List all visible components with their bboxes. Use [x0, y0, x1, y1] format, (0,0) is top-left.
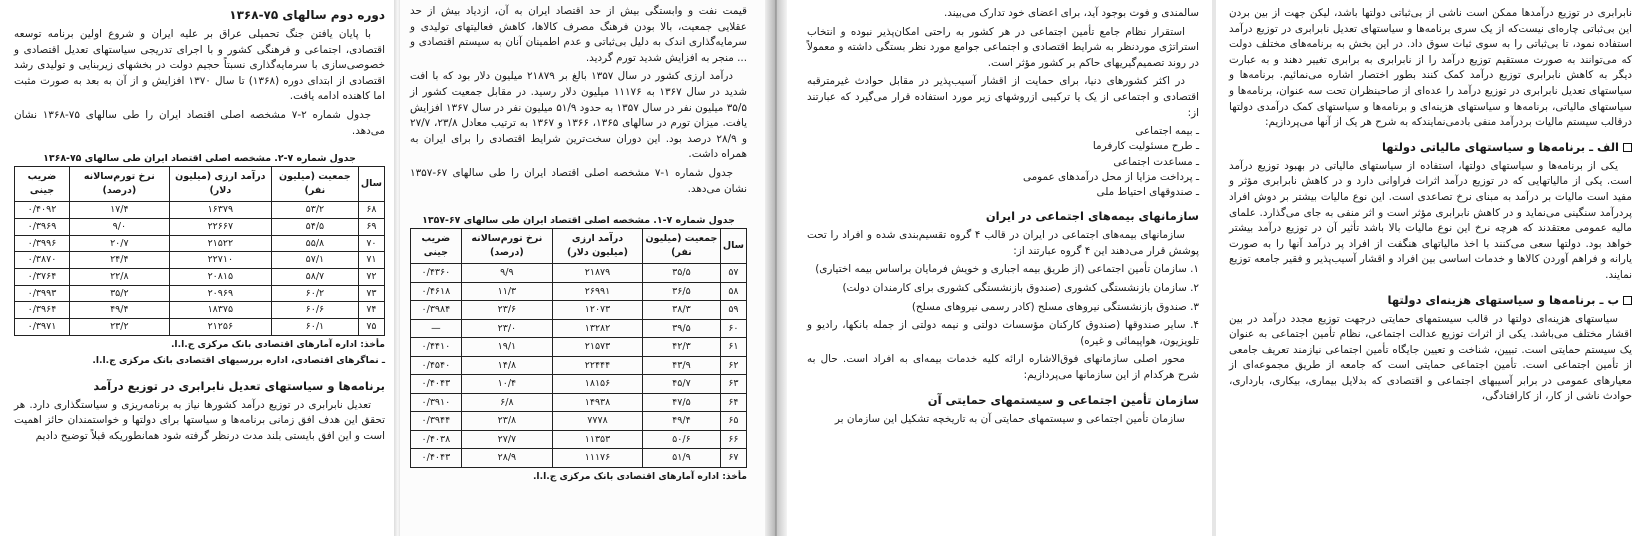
table-row — [15, 285, 385, 302]
cell-inflation: ۱۴/۸ — [461, 356, 552, 375]
table-row — [411, 338, 747, 357]
cell-fx-income: ۲۰۹۶۹ — [169, 285, 271, 302]
cell-gini: ۰/۳۹۶۹ — [15, 218, 70, 235]
paragraph: سازمانهای بیمه‌های اجتماعی در ایران در قالب ۴ گروه تقسیم‌بندی شده و افراد را تحت پوشش قرار می‌دهند این ۴ گروه عبارتند از: — [807, 229, 1199, 257]
cell-fx-income: ۱۱۳۵۳ — [552, 430, 642, 449]
list-item: ۳. صندوق بازنشستگی نیروهای مسلح (کادر رسمی نیروهای مسلح) — [911, 300, 1199, 313]
cell-population: ۴۷/۵ — [643, 393, 721, 412]
cell-fx-income: ۱۳۲۸۲ — [552, 319, 642, 338]
square-bullet-icon — [1623, 143, 1632, 152]
cell-gini: ۰/۴۰۴۳ — [411, 449, 462, 468]
paragraph: جدول شماره ۲-۷ مشخصه اصلی اقتصاد ایران را طی سالهای ۷۵-۱۳۶۸ نشان می‌دهد. — [14, 108, 385, 137]
list-item: ۴. سایر صندوقها (صندوق کارکنان مؤسسات دولتی و نیمه دولتی از جمله بانکها، رادیو و تلویزیون، هواپیمائی و غیره) — [807, 319, 1199, 347]
cell-year: ۵۸ — [720, 282, 746, 301]
cell-inflation: ۱۷/۴ — [69, 202, 169, 219]
section-heading-text: الف ـ برنامه‌ها و سیاستهای مالیاتی دولتها — [1381, 139, 1619, 154]
table-row — [15, 302, 385, 319]
cell-year: ۷۵ — [358, 319, 384, 336]
cell-year: ۶۴ — [720, 393, 746, 412]
cell-fx-income: ۱۶۳۷۹ — [169, 202, 271, 219]
cell-population: ۵۷/۱ — [271, 252, 358, 269]
cell-year: ۷۱ — [358, 252, 384, 269]
cell-inflation: ۲۷/۷ — [461, 430, 552, 449]
cell-population: ۵۱/۹ — [643, 449, 721, 468]
col-inflation: نرخ تورم‌سالانه (درصد) — [69, 167, 169, 202]
cell-fx-income: ۱۸۱۵۶ — [552, 375, 642, 394]
table-row — [411, 356, 747, 375]
cell-gini: ۰/۳۹۶۴ — [15, 302, 70, 319]
table-row — [411, 430, 747, 449]
table-row — [15, 319, 385, 336]
square-bullet-icon — [1623, 296, 1632, 305]
col-gini: ضریب جینی — [15, 167, 70, 202]
cell-inflation: ۲۳/۶ — [461, 301, 552, 320]
list-item: ۱. سازمان تأمین اجتماعی (از طریق بیمه اجباری و خویش فرمایان براساس بیمه اختیاری) — [815, 263, 1199, 276]
cell-gini: ۰/۳۹۷۱ — [15, 319, 70, 336]
paragraph: استقرار نظام جامع تأمین اجتماعی در هر کشور به راحتی امکان‌پذیر نبوده و انتخاب استراتژی موردنظر به شرایط اقتصادی و اجتماعی جوامع مورد نظر بستگی داشته و معمولاً در روند تصمیم‌گیریهای حاکم بر کشور مؤثر است. — [807, 25, 1199, 69]
cell-year: ۷۰ — [358, 235, 384, 252]
col-inflation: نرخ تورم‌سالانه (درصد) — [461, 229, 552, 264]
table-row — [411, 319, 747, 338]
cell-population: ۵۰/۶ — [643, 430, 721, 449]
paragraph: یکی از برنامه‌ها و سیاستهای دولتها، استفاده از سیاستهای مالیاتی در بهبود توزیع درآمد است. یکی از مالیاتهایی که در توزیع درآمد اثرات فراوانی دارد و در کاهش نابرابری مؤثر و مفید است مالیات بر درآمد به مبنای نرخ تصاعدی است. این نوع مالیات بیشتر بر دوش افراد پردرآمد سنگینی می‌نماید و در کاهش نابرابری مؤثر است و اثر منفی به جای می‌گذارد. علمای مالیه عمومی معتقدند که هرچه نرخ این نوع مالیات بالا باشد تأثیر آن در توزیع درآمد بیشتر خواهد بود. دولتها سعی می‌کنند با اخذ مالیاتهای هنگفت از افراد پر درآمد آنها را به صورت یارانه و فراهم آوردن کالاها و خدمات اساسی بین افراد و اقشار آسیب‌پذیر و فقیر جامعه توزیع نمایند. — [1229, 159, 1632, 281]
section-heading-b — [1229, 292, 1632, 309]
table-source: مأخذ: اداره آمارهای اقتصادی بانک مرکزی ج.ا.ا. — [170, 338, 385, 350]
cell-gini: — — [411, 319, 462, 338]
page-1 — [0, 0, 395, 536]
cell-fx-income: ۲۱۸۷۹ — [552, 264, 642, 283]
cell-fx-income: ۲۱۵۲۲ — [169, 235, 271, 252]
table-row — [411, 393, 747, 412]
table-header-row — [15, 167, 385, 202]
table-source-2: ـ نماگرهای اقتصادی، اداره بررسیهای اقتصادی بانک مرکزی ج.ا.ا. — [92, 354, 385, 366]
cell-inflation: ۱۱/۳ — [461, 282, 552, 301]
cell-gini: ۰/۴۳۶۰ — [411, 264, 462, 283]
cell-inflation: ۲۸/۹ — [461, 449, 552, 468]
table-header-row — [411, 229, 747, 264]
cell-inflation: ۲۳/۰ — [461, 319, 552, 338]
section-heading-a — [1229, 139, 1632, 156]
col-gini: ضریب جینی — [411, 229, 462, 264]
section-heading: دوره دوم سالهای ۷۵-۱۳۶۸ — [229, 8, 385, 22]
cell-gini: ۰/۴۶۱۸ — [411, 282, 462, 301]
cell-inflation: ۴۹/۴ — [69, 302, 169, 319]
cell-inflation: ۶/۸ — [461, 393, 552, 412]
paragraph: سالمندی و فوت بوجود آید، برای اعضای خود تدارک می‌بیند. — [943, 7, 1199, 19]
cell-population: ۳۵/۵ — [643, 264, 721, 283]
cell-gini: ۰/۴۴۱۰ — [411, 338, 462, 357]
cell-fx-income: ۱۱۱۷۶ — [552, 449, 642, 468]
col-fx-income: درآمد ارزی (میلیون دلار) — [552, 229, 642, 264]
cell-population: ۵۳/۲ — [271, 202, 358, 219]
cell-year: ۶۱ — [720, 338, 746, 357]
table-row — [411, 264, 747, 283]
section-heading: سازمان تأمین اجتماعی و سیستمهای حمایتی آن — [927, 392, 1199, 407]
cell-year: ۶۲ — [720, 356, 746, 375]
cell-population: ۳۶/۵ — [643, 282, 721, 301]
paragraph: با پایان یافتن جنگ تحمیلی عراق بر علیه ایران و شروع اولین برنامه توسعه اقتصادی، اجتماعی و فرهنگی کشور و با اجرای تدریجی سیاستهای تعدیل اقتصادی و خصوصی‌سازی با سرمایه‌گذاری نسبتاً حجیم دولت در بخشهای زیربنایی و تولیدی رشد اقتصادی از ابتدای دوره (۱۳۶۸) تا سال ۱۳۷۰ افزایش و از آن به بعد به صورت مثبت اما کاهنده ادامه یافت. — [14, 28, 386, 103]
cell-year: ۵۹ — [720, 301, 746, 320]
paragraph: محور اصلی سازمانهای فوق‌الاشاره ارائه کلیه خدمات بیمه‌ای به افراد است. حال به شرح هرکدام از این سازمانها می‌پردازیم: — [807, 353, 1199, 381]
cell-fx-income: ۲۱۵۷۳ — [552, 338, 642, 357]
cell-year: ۵۷ — [720, 264, 746, 283]
cell-year: ۶۷ — [720, 449, 746, 468]
cell-inflation: ۱۹/۱ — [461, 338, 552, 357]
table-1357-67 — [410, 228, 747, 468]
cell-population: ۴۹/۴ — [643, 412, 721, 431]
cell-year: ۶۶ — [720, 430, 746, 449]
cell-fx-income: ۱۲۰۷۳ — [552, 301, 642, 320]
cell-inflation: ۲۰/۷ — [69, 235, 169, 252]
cell-population: ۶۰/۶ — [271, 302, 358, 319]
list-item: ـ مساعدت اجتماعی — [1113, 155, 1199, 168]
col-population: جمعیت (میلیون نفر) — [643, 229, 721, 264]
cell-gini: ۰/۳۹۴۴ — [411, 412, 462, 431]
table-row — [15, 218, 385, 235]
cell-population: ۵۸/۷ — [271, 268, 358, 285]
cell-inflation: ۲۲/۸ — [69, 268, 169, 285]
table-caption: جدول شماره ۷-۲. مشخصه اصلی اقتصاد ایران طی سالهای ۷۵-۱۳۶۸ — [43, 153, 356, 165]
cell-year: ۶۳ — [720, 375, 746, 394]
cell-inflation: ۲۳/۲ — [69, 319, 169, 336]
paragraph: قیمت نفت و وابستگی بیش از حد اقتصاد ایران به آن، ازدیاد بیش از حد عقلایی جمعیت، بالا بودن فرهنگ مصرف کالاها، کاهش فعالیتهای تولیدی و سرمایه‌گذاری اندک به دلیل بی‌ثباتی و عدم اطمینان آنان به سیستم اقتصادی و ... منجر به افزایش شدید تورم گردید. — [410, 5, 747, 64]
cell-population: ۴۵/۷ — [643, 375, 721, 394]
book-spine — [765, 0, 787, 536]
table-row — [411, 301, 747, 320]
cell-population: ۳۸/۳ — [643, 301, 721, 320]
cell-gini: ۰/۴۰۳۸ — [411, 430, 462, 449]
list-item: ۲. سازمان بازنشستگی کشوری (صندوق بازنشستگی کشوری برای کارمندان دولت) — [842, 281, 1199, 294]
table-row — [15, 235, 385, 252]
paragraph: در اکثر کشورهای دنیا، برای حمایت از اقشار آسیب‌پذیر در مقابل حوادث غیرمترقبه اقتصادی و اجتماعی از یک یا ترکیبی ازروشهای زیر مورد استفاده قرار می‌گیرد که عبارتند از: — [807, 75, 1199, 119]
cell-fx-income: ۲۲۴۴۴ — [552, 356, 642, 375]
cell-year: ۷۳ — [358, 285, 384, 302]
cell-population: ۶۰/۲ — [271, 285, 358, 302]
cell-fx-income: ۱۸۳۷۵ — [169, 302, 271, 319]
cell-fx-income: ۲۰۸۱۵ — [169, 268, 271, 285]
col-year: سال — [358, 167, 384, 202]
list-item: ـ صندوقهای احتیاط ملی — [1096, 185, 1199, 198]
cell-year: ۶۸ — [358, 202, 384, 219]
cell-inflation: ۹/۹ — [461, 264, 552, 283]
table-row — [411, 282, 747, 301]
table-row — [15, 202, 385, 219]
table-caption: جدول شماره ۷-۱. مشخصه اصلی اقتصاد ایران طی سالهای ۶۷-۱۳۵۷ — [422, 215, 735, 227]
cell-fx-income: ۷۷۷۸ — [552, 412, 642, 431]
cell-year: ۶۰ — [720, 319, 746, 338]
cell-population: ۴۳/۹ — [643, 356, 721, 375]
cell-inflation: ۲۴/۴ — [69, 252, 169, 269]
cell-inflation: ۱۰/۴ — [461, 375, 552, 394]
col-population: جمعیت (میلیون نفر) — [271, 167, 358, 202]
cell-fx-income: ۲۱۲۵۶ — [169, 319, 271, 336]
section-heading: برنامه‌ها و سیاستهای تعدیل نابرابری در توزیع درآمد — [93, 378, 385, 393]
table-row — [411, 375, 747, 394]
table-1368-75 — [14, 166, 385, 336]
cell-gini: ۰/۳۸۷۰ — [15, 252, 70, 269]
list-item: ـ طرح مسئولیت کارفرما — [1092, 140, 1199, 153]
cell-population: ۳۹/۵ — [643, 319, 721, 338]
table-row — [411, 412, 747, 431]
page-2 — [400, 0, 765, 536]
cell-population: ۶۰/۱ — [271, 319, 358, 336]
cell-gini: ۰/۳۹۸۴ — [411, 301, 462, 320]
col-year: سال — [720, 229, 746, 264]
table-row — [15, 268, 385, 285]
cell-gini: ۰/۴۰۹۲ — [15, 202, 70, 219]
cell-gini: ۰/۳۷۶۴ — [15, 268, 70, 285]
list-item: ـ پرداخت مزایا از محل درآمدهای عمومی — [1022, 170, 1199, 183]
cell-fx-income: ۱۴۹۳۸ — [552, 393, 642, 412]
col-fx-income: درآمد ارزی (میلیون دلار) — [169, 167, 271, 202]
table-row — [15, 252, 385, 269]
section-heading: سازمانهای بیمه‌های اجتماعی در ایران — [985, 209, 1199, 224]
paragraph: درآمد ارزی کشور در سال ۱۳۵۷ بالغ بر ۲۱۸۷۹ میلیون دلار بود که با افت شدید در سال ۱۳۶۷ به ۱۱۱۷۶ میلیون دلار رسید. در مقابل جمعیت کشور از ۳۵/۵ میلیون نفر در سال ۱۳۵۷ به حدود ۵۱/۹ میلیون نفر در سال ۱۳۶۷ افزایش یافت. میزان تورم در سالهای ۱۳۶۵، ۱۳۶۶ و ۱۳۶۷ به ترتیب معادل ۲۳/۸، ۲۷/۷ و ۲۸/۹ درصد بود. این دوران سخت‌ترین شرایط اقتصادی را برای ایران به همراه داشت. — [410, 70, 748, 161]
cell-year: ۶۵ — [720, 412, 746, 431]
cell-gini: ۰/۳۹۹۶ — [15, 235, 70, 252]
paragraph: سیاستهای هزینه‌ای دولتها در قالب سیستمهای حمایتی درجهت توزیع مجدد درآمد در بین اقشار مختلف می‌باشد. یکی از اثرات توزیع عدالت اجتماعی، نظام تأمین اجتماعی به عنوان یک سیستم حمایتی است. تبیین، شناخت و تعیین جایگاه تأمین اجتماعی نیازمند تعریف جامعی از تأمین اجتماعی است. تأمین اجتماعی حمایتی است که جامعه از طریق مجموعه‌ای از معیارهای عمومی در برابر آسیبهای اجتماعی و اقتصادی که بدلایل بیماری، بیکاری، بارداری، حوادث ناشی از کار، از کارافتادگی، — [1229, 312, 1632, 403]
cell-population: ۵۴/۵ — [271, 218, 358, 235]
section-heading-text: ب ـ برنامه‌ها و سیاستهای هزینه‌ای دولتها — [1387, 292, 1619, 307]
cell-fx-income: ۲۲۷۱۰ — [169, 252, 271, 269]
cell-year: ۷۲ — [358, 268, 384, 285]
paragraph: جدول شماره ۱-۷ مشخصه اصلی اقتصاد ایران را طی سالهای ۶۷-۱۳۵۷ نشان می‌دهد. — [410, 166, 747, 195]
page-3 — [785, 0, 1215, 536]
cell-gini: ۰/۳۹۱۰ — [411, 393, 462, 412]
cell-fx-income: ۲۶۹۹۱ — [552, 282, 642, 301]
cell-gini: ۰/۳۹۹۳ — [15, 285, 70, 302]
cell-population: ۴۲/۳ — [643, 338, 721, 357]
paragraph: نابرابری در توزیع درآمدها ممکن است ناشی از بی‌ثباتی دولتها باشد، لیکن جهت از بین بردن این بی‌ثباتی چاره‌ای نیست‌که از یک سری برنامه‌ها و سیاستهای تعدیل نابرابری در توزیع درآمد استفاده نمود، تا بی‌ثباتی را به سوی ثبات سوق داد. در این بخش به برنامه‌های مختلف دولت که می‌توانند به صورت مستقیم توزیع درآمد را از نابرابری به برابری تغییر دهند و به عبارت دیگر به کاهش نابرابری توزیع درآمد کمک کنند بطور اختصار اشاره می‌نمائیم. برنامه‌ها و سیاستهای تعدیل نابرابری در توزیع درآمد را عده‌ای از صاحبنظران تحت سه عنوان، برنامه‌ها و سیاستهای مالیاتی، برنامه‌ها و سیاستهای هزینه‌ای و برنامه‌ها و سیاستهای کمک درآمدی دولتها درقالب سیستم مالیات بردرآمد منفی بادمی‌نمایند‌که به شرح هر یک از آنها می‌پردازیم: — [1229, 7, 1632, 129]
cell-fx-income: ۲۲۶۶۷ — [169, 218, 271, 235]
list-item: ـ بیمه اجتماعی — [1135, 125, 1199, 138]
page-4 — [1215, 0, 1642, 536]
cell-inflation: ۹/۰ — [69, 218, 169, 235]
paragraph: تعدیل نابرابری در توزیع درآمد کشورها نیاز به برنامه‌ریزی و سیاستگذاری دارد. هر تحقق این هدف افق زمانی برنامه‌ها و سیاستها برای دولتها و خواستمندان حائز اهمیت است و این افق بایستی بلند مدت درنظر گرفته شود همانطوریکه قبلاً توضیح دادیم — [14, 398, 385, 442]
cell-gini: ۰/۴۵۴۰ — [411, 356, 462, 375]
table-source: مأخذ: اداره آمارهای اقتصادی بانک مرکزی ج.ا.ا. — [532, 470, 747, 482]
cell-gini: ۰/۴۰۴۳ — [411, 375, 462, 394]
insurance-methods-list — [807, 124, 1199, 200]
cell-population: ۵۵/۸ — [271, 235, 358, 252]
table-row — [411, 449, 747, 468]
paragraph: سازمان تأمین اجتماعی و سیستمهای حمایتی آن به تاریخچه تشکیل این سازمان بر — [834, 412, 1185, 425]
cell-year: ۷۴ — [358, 302, 384, 319]
cell-year: ۶۹ — [358, 218, 384, 235]
cell-inflation: ۲۳/۸ — [461, 412, 552, 431]
cell-inflation: ۳۵/۲ — [69, 285, 169, 302]
